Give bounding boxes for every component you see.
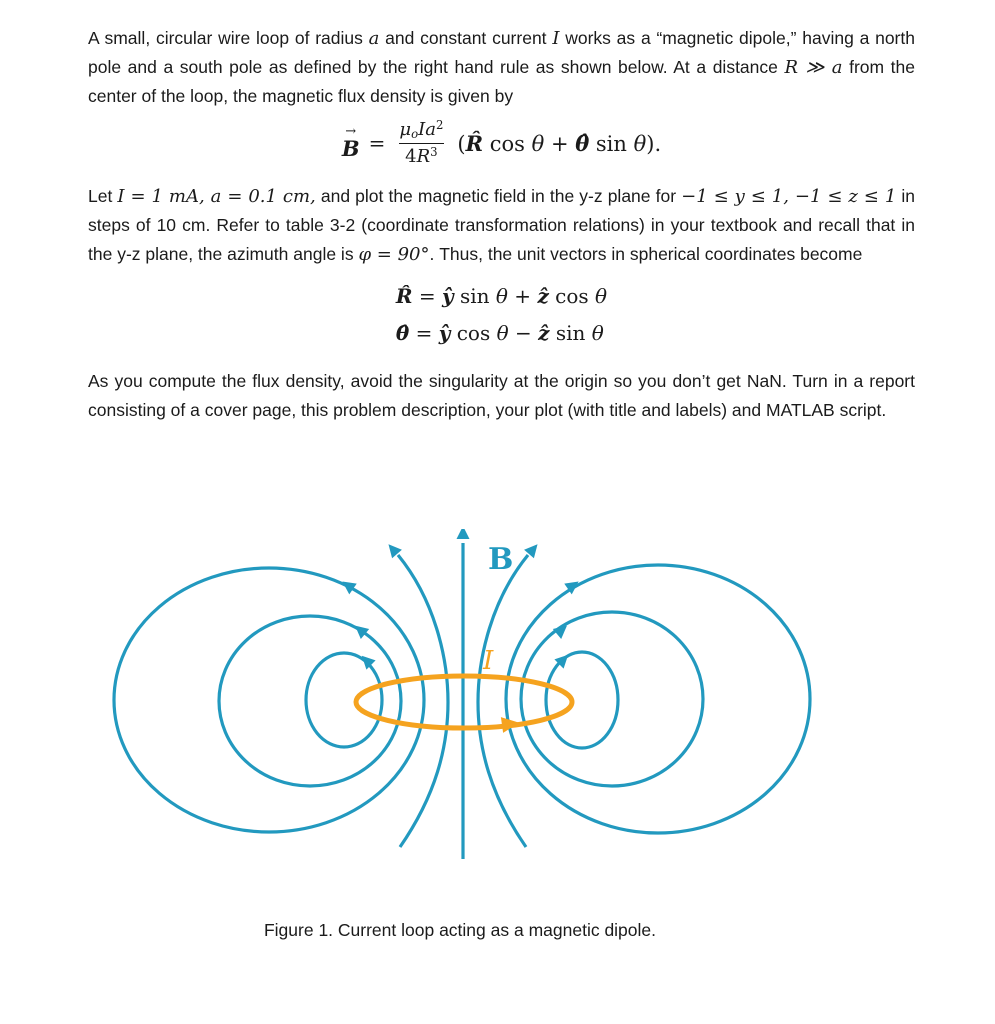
b-field-label: B xyxy=(488,541,514,577)
equation-fraction xyxy=(394,119,448,168)
current-label: I xyxy=(483,645,494,676)
b-vector-letter: B xyxy=(341,136,360,162)
paragraph-intro: A small, circular wire loop of radius a and constant current I works as a “magnetic dipole,” having a north pole and a south pole as defined by the right hand rule as shown below. At a distance R ≫ a from the center of the loop, the magnetic flux density is given by xyxy=(88,28,915,106)
figure-caption: Figure 1. Current loop acting as a magnetic dipole. xyxy=(263,919,657,940)
vector-arrow-accent: → xyxy=(345,124,357,140)
equation-theta-hat: θ̂ = ŷ cos θ − ẑ sin θ xyxy=(395,320,604,345)
unit-vector-equations xyxy=(88,277,915,353)
b-vector-symbol xyxy=(341,124,360,162)
equals-sign: = xyxy=(368,131,386,156)
equation-flux-density xyxy=(88,119,915,168)
equation-rhs: (R̂ cos θ + θ̂ sin θ). xyxy=(457,130,662,156)
paragraph-report: As you compute the flux density, avoid the singularity at the origin so you don’t get NaN. Turn in a report consisting of a cover page, this problem description, your plot (with title and labels) and MATLAB script. xyxy=(88,370,915,420)
fraction-denominator: $4R^3$ xyxy=(399,143,443,168)
field-arrowheads xyxy=(339,529,583,670)
fraction-numerator: μoIa$^2$ xyxy=(399,118,444,141)
magnetic-dipole-diagram xyxy=(100,529,820,859)
paragraph-instructions: Let I = 1 mA, a = 0.1 cm, and plot the magnetic field in the y-z plane for −1 ≤ y ≤ 1, −1 ≤ z ≤ 1 in steps of 10 cm. Refer to table 3-2 (coordinate transformation relations) in your textbook and recall that in the y-z plane, the azimuth angle is φ = 90°. Thus, the unit vectors in spherical coordinates become xyxy=(88,185,916,265)
field-lines xyxy=(114,543,810,859)
figure-1 xyxy=(100,529,820,864)
equation-r-hat: R̂ = ŷ sin θ + ẑ cos θ xyxy=(395,283,608,308)
